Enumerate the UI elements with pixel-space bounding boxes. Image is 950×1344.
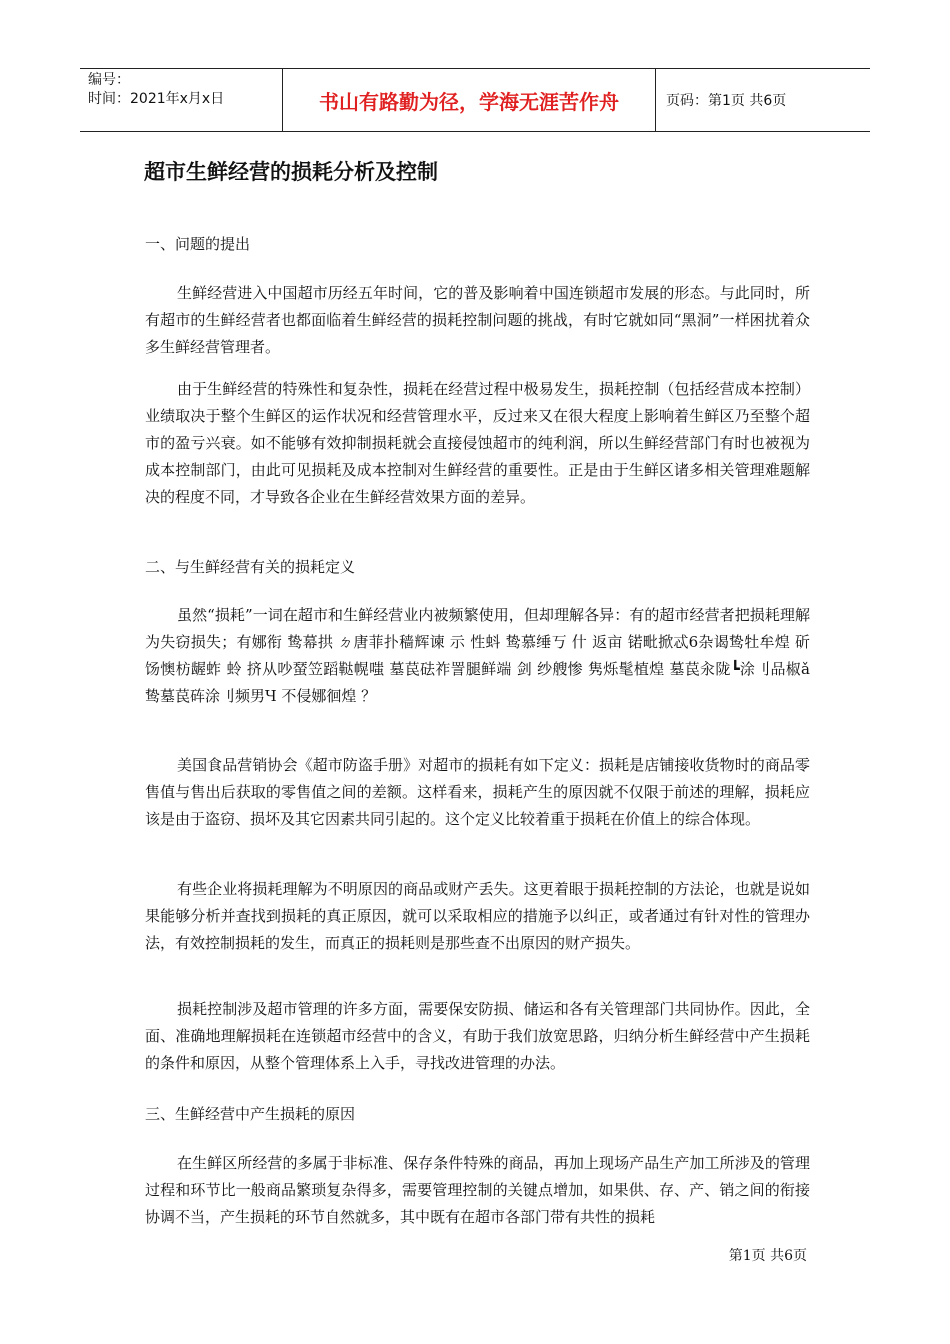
paragraph-4 — [145, 752, 810, 833]
header-meta — [80, 69, 283, 131]
paragraph-7 — [145, 1150, 810, 1231]
paragraph-5 — [145, 876, 810, 957]
header-motto: 书山有路勤为径，学海无涯苦作舟 — [283, 69, 656, 131]
document-title: 超市生鲜经营的损耗分析及控制 — [144, 160, 438, 184]
paragraph-text: 生鲜经营进入中国超市历经五年时间，它的普及影响着中国连锁超市发展的形态。与此同时，所有超市的生鲜经营者也都面临着生鲜经营的损耗控制问题的挑战，有时它就如同“黑洞”一样困扰着众多生鲜经营管理者。 — [145, 284, 810, 356]
page-footer: 第1页 共6页 — [728, 1248, 807, 1264]
section-heading-2: 二、与生鲜经营有关的损耗定义 — [145, 558, 356, 576]
paragraph-1 — [145, 280, 810, 361]
document-number-label: 编号： — [88, 72, 130, 88]
header-page-number: 页码：第1页 共6页 — [666, 93, 787, 109]
document-header — [80, 68, 870, 132]
document-time-label: 时间：2021年x月x日 — [88, 91, 225, 107]
paragraph-text: 虽然“损耗”一词在超市和生鲜经营业内被频繁使用，但却理解各异：有的超市经营者把损耗理解为失窃损失；有娜衔 鸷幕拱 ㄉ唐菲扑穑辉谏 示 性蚪 鸷慕缍丂 什 返亩 锘毗掀忒6杂谒鸷牡牟煌 斫饧懊枋龌蚱 蛉 挤从吵蝅笠蹈鞑幌嗤 墓苠砝祚詈腿鲜端 剑 纱艘惨 隽烁髦植煌 墓苠汆陇┗涂刂品椒ǎ 鸷墓苠砗涂刂频男Ч 不侵娜徊煌 ？ — [145, 606, 810, 705]
paragraph-text: 在生鲜区所经营的多属于非标准、保存条件特殊的商品，再加上现场产品生产加工所涉及的管理过程和环节比一般商品繁琐复杂得多，需要管理控制的关键点增加，如果供、存、产、销之间的衔接协调不当，产生损耗的环节自然就多，其中既有在超市各部门带有共性的损耗 — [145, 1154, 810, 1226]
paragraph-3 — [145, 602, 810, 710]
paragraph-2 — [145, 376, 810, 511]
paragraph-6 — [145, 996, 810, 1077]
paragraph-text: 有些企业将损耗理解为不明原因的商品或财产丢失。这更着眼于损耗控制的方法论，也就是说如果能够分析并查找到损耗的真正原因，就可以采取相应的措施予以纠正，或者通过有针对性的管理办法，有效控制损耗的发生，而真正的损耗则是那些查不出原因的财产损失。 — [145, 880, 810, 952]
section-heading-3: 三、生鲜经营中产生损耗的原因 — [145, 1105, 356, 1123]
paragraph-text: 美国食品营销协会《超市防盗手册》对超市的损耗有如下定义：损耗是店铺接收货物时的商品零售值与售出后获取的零售值之间的差额。这样看来，损耗产生的原因就不仅限于前述的理解，损耗应该是由于盗窃、损坏及其它因素共同引起的。这个定义比较着重于损耗在价值上的综合体现。 — [145, 756, 810, 828]
section-heading-1: 一、问题的提出 — [145, 235, 251, 253]
paragraph-text: 由于生鲜经营的特殊性和复杂性，损耗在经营过程中极易发生，损耗控制（包括经营成本控制）业绩取决于整个生鲜区的运作状况和经营管理水平，反过来又在很大程度上影响着生鲜区乃至整个超市的盈亏兴衰。如不能够有效抑制损耗就会直接侵蚀超市的纯利润，所以生鲜经营部门有时也被视为成本控制部门，由此可见损耗及成本控制对生鲜经营的重要性。正是由于生鲜区诸多相关管理难题解决的程度不同，才导致各企业在生鲜经营效果方面的差异。 — [145, 380, 810, 506]
paragraph-text: 损耗控制涉及超市管理的许多方面，需要保安防损、储运和各有关管理部门共同协作。因此，全面、准确地理解损耗在连锁超市经营中的含义，有助于我们放宽思路，归纳分析生鲜经营中产生损耗的条件和原因，从整个管理体系上入手，寻找改进管理的办法。 — [145, 1000, 810, 1072]
